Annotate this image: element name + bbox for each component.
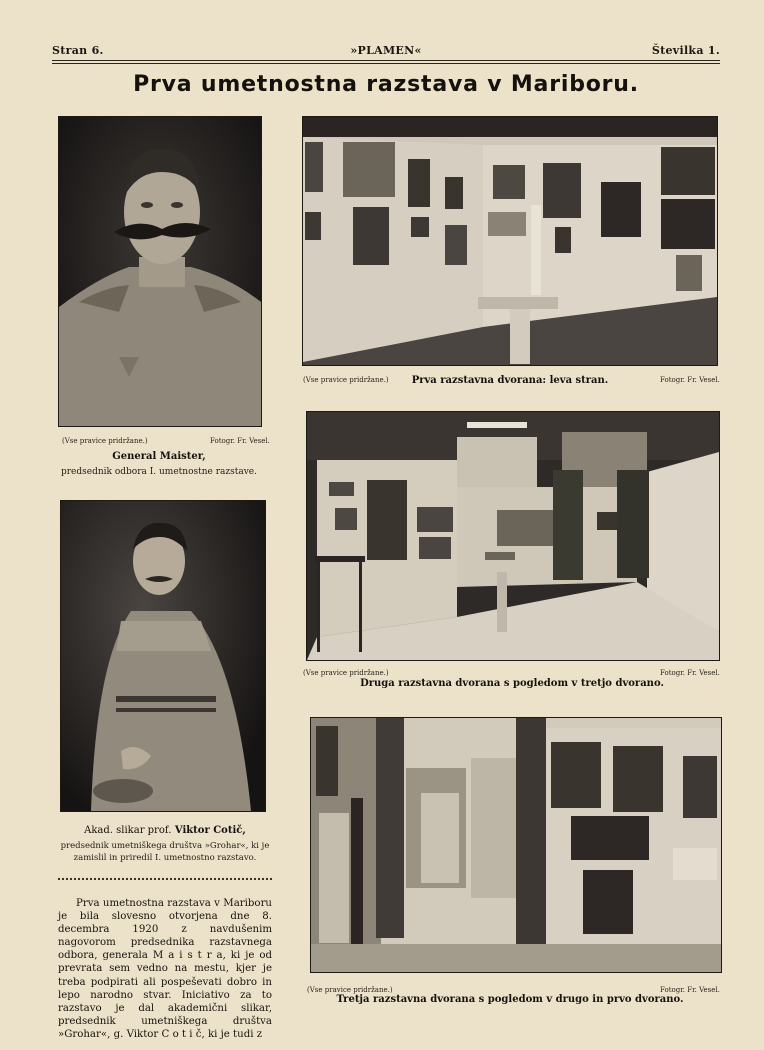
journal-name: »PLAMEN« <box>350 44 422 57</box>
article-paragraph: Prva umetnostna razstava v Mariboru je bila slovesno otvorjena dne 8. decembra 1920 z navdušenim nagovorom predsednika razstavnega odbora, generala M a i s t r a, ki je od prevrata sem vedno na mestu, kjer je treba podpirati ali pospeševati dobro in lepo narodno stvar. Iniciativo za to razstavo je dal akademični slikar, predsednik umetniškega društva »Grohar«, g. Viktor C o t i č, ki je tudi z <box>58 898 272 1040</box>
hall2-rights: (Vse pravice pridržane.) <box>303 669 389 677</box>
portrait-cotic-photo <box>60 500 266 812</box>
article-title: Prva umetnostna razstava v Mariboru. <box>133 72 639 97</box>
cotic-caption-2: zamislil in priredil I. umetnostno razstavo. <box>73 853 257 863</box>
cotic-name-line <box>58 825 272 836</box>
page-header <box>52 44 720 60</box>
cotic-caption-1: predsednik umetniškega društva »Grohar«, ki je <box>60 841 270 851</box>
maister-caption: predsednik odbora I. umetnostne razstave. <box>60 467 257 477</box>
issue-number: Številka 1. <box>651 44 720 57</box>
hall1-caption: Prva razstavna dvorana: leva stran. <box>411 375 609 386</box>
cotic-name: Viktor Cotič, <box>174 825 246 836</box>
section-divider <box>58 878 272 880</box>
hall1-photo <box>302 116 718 366</box>
hall3-photographer: Fotogr. Fr. Vesel. <box>660 986 720 994</box>
article-body <box>58 897 272 1041</box>
hall3-rights: (Vse pravice pridržane.) <box>307 986 393 994</box>
hall2-caption: Druga razstavna dvorana s pogledom v tretjo dvorano. <box>360 678 664 689</box>
hall2-photo <box>306 411 720 661</box>
header-rule-thin <box>52 63 720 64</box>
hall3-photo <box>310 717 722 973</box>
maister-photographer: Fotogr. Fr. Vesel. <box>210 437 270 445</box>
hall2-photographer: Fotogr. Fr. Vesel. <box>660 669 720 677</box>
maister-rights: (Vse pravice pridržane.) <box>62 437 148 445</box>
page-number: Stran 6. <box>52 44 104 57</box>
hall3-caption: Tretja razstavna dvorana s pogledom v drugo in prvo dvorano. <box>336 994 684 1005</box>
header-rule <box>52 60 720 61</box>
hall1-rights: (Vse pravice pridržane.) <box>303 376 389 384</box>
maister-name: General Maister, <box>112 451 206 462</box>
hall1-photographer: Fotogr. Fr. Vesel. <box>660 376 720 384</box>
portrait-maister-photo <box>58 116 262 427</box>
cotic-name-prefix: Akad. slikar prof. <box>84 825 172 836</box>
